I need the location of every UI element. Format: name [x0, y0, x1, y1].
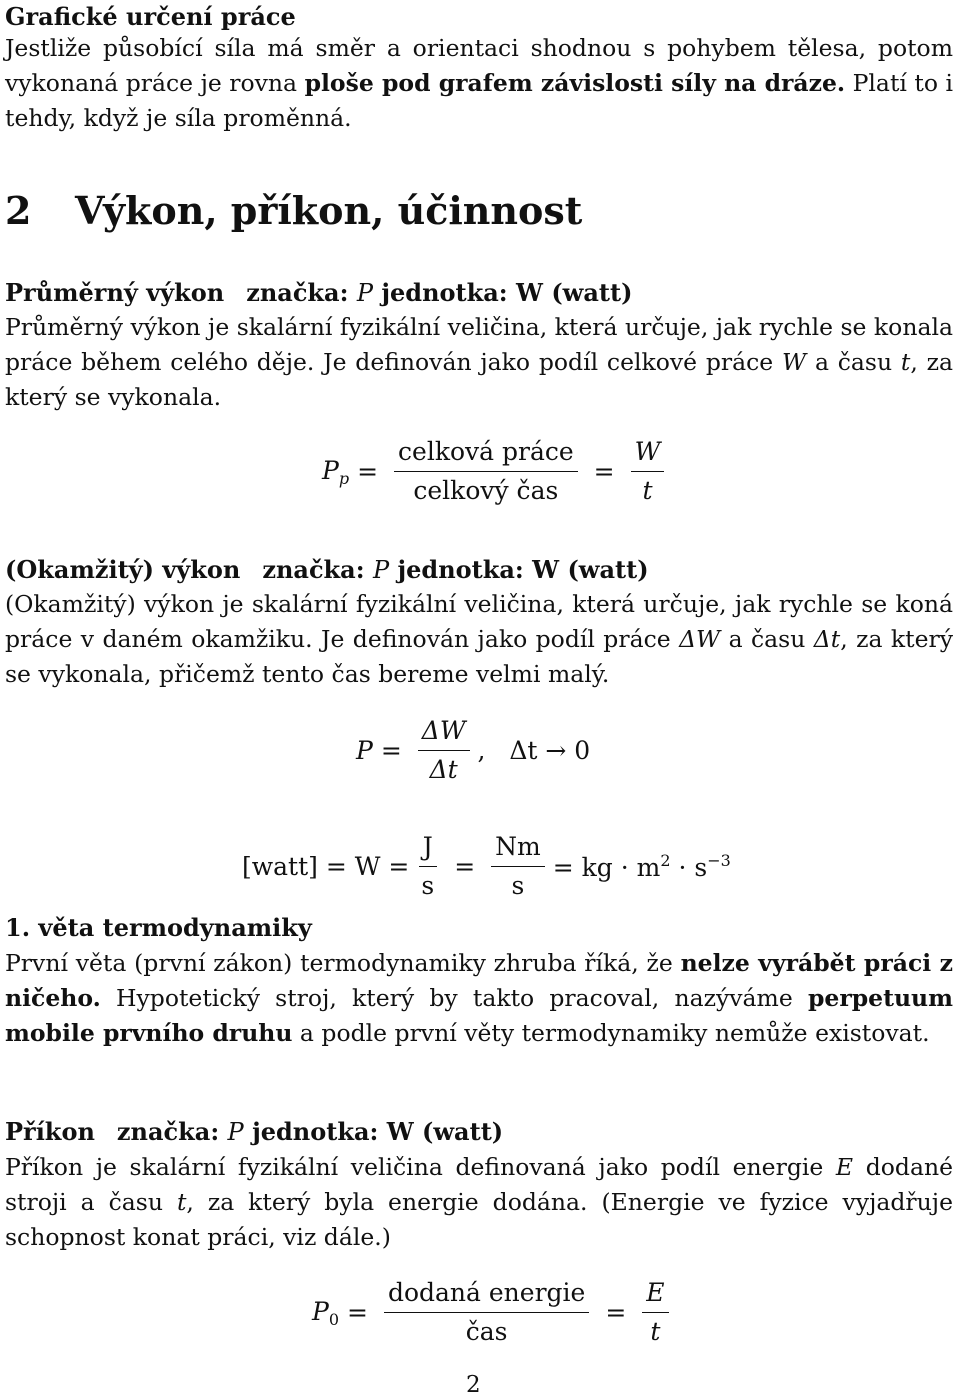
text: Průměrný výkon je skalární fyzikální veličina, která určuje, jak rychle se konala práce během celého děje. Je definován jako podíl celkové práce	[5, 313, 953, 376]
numerator: dodaná energie	[384, 1274, 589, 1313]
heading-symbol-label: značka:	[262, 555, 365, 584]
heading-name: (Okamžitý) výkon	[5, 555, 241, 584]
equals-sign: =	[380, 736, 402, 765]
superscript: −3	[707, 851, 731, 870]
denominator: s	[511, 871, 525, 900]
subscript: p	[338, 468, 350, 488]
fraction	[491, 828, 545, 905]
equals-sign: =	[347, 1298, 368, 1327]
subscript: 0	[328, 1309, 340, 1329]
variable: Δt	[813, 625, 841, 653]
text: Příkon je skalární fyzikální veličina definovaná jako podíl energie	[5, 1153, 836, 1181]
equation-instantaneous-power	[356, 712, 590, 789]
denominator: celkový čas	[413, 476, 559, 505]
denominator: čas	[465, 1317, 508, 1346]
paragraph-average-power	[5, 310, 953, 415]
text: Jestliže působící síla má směr a orientaci shodnou s pohybem tělesa, potom vykonaná práce je rovna	[5, 34, 953, 97]
heading-average-power	[5, 276, 632, 310]
superscript: 2	[660, 851, 671, 870]
fraction	[631, 433, 665, 510]
heading-name: Příkon	[5, 1117, 95, 1146]
fraction	[418, 712, 470, 789]
numerator: W	[631, 433, 665, 472]
numerator: J	[419, 828, 437, 867]
variable: P	[322, 455, 339, 485]
equation-input-power	[312, 1274, 677, 1351]
text: , za který se vykonala.	[5, 348, 953, 411]
heading-symbol: P	[372, 556, 390, 584]
bold-text: perpetuum mobile prvního druhu	[5, 984, 953, 1047]
text: a podle první věty termodynamiky nemůže existovat.	[292, 1019, 930, 1047]
units-rhs	[553, 851, 731, 882]
heading-text: Grafické určení práce	[5, 2, 296, 31]
text: = kg · m	[552, 853, 661, 882]
page-number: 2	[466, 1372, 481, 1398]
heading-instantaneous-power	[5, 553, 649, 587]
section-title-text: Výkon, příkon, účinnost	[75, 188, 583, 233]
eq-lhs	[312, 1297, 339, 1329]
denominator: t	[642, 476, 653, 505]
units-lhs: [watt] = W =	[242, 852, 410, 881]
paragraph-thermodynamics	[5, 946, 953, 1051]
heading-unit: jednotka: W (watt)	[252, 1117, 504, 1146]
heading-thermodynamics	[5, 911, 312, 945]
text: , za který se vykonala, přičemž tento čas bereme velmi malý.	[5, 625, 953, 688]
variable: ΔW	[679, 625, 721, 653]
paragraph-graphic-work	[5, 31, 953, 136]
numerator: celková práce	[394, 433, 578, 472]
section-number: 2	[5, 188, 32, 233]
fraction	[384, 1274, 589, 1351]
text: · s	[670, 853, 708, 882]
denominator: Δt	[429, 755, 458, 784]
variable: P	[312, 1296, 329, 1326]
numerator: Nm	[491, 828, 545, 867]
numerator: E	[642, 1274, 668, 1313]
bold-text: nelze vyrábět práci z ničeho.	[5, 949, 953, 1012]
equals-sign: =	[593, 457, 615, 486]
text: a času	[720, 625, 814, 653]
heading-name: Průměrný výkon	[5, 278, 225, 307]
text: První věta (první zákon) termodynamiky zhruba říká, že	[5, 949, 681, 977]
numerator: ΔW	[418, 712, 470, 751]
equals-sign: =	[357, 457, 379, 486]
fraction	[394, 433, 578, 510]
equation-watt-units	[242, 828, 731, 905]
variable: E	[835, 1153, 854, 1181]
variable: t	[900, 348, 911, 376]
paragraph-instantaneous-power	[5, 587, 953, 692]
section-title	[5, 186, 582, 236]
heading-text: 1. věta termodynamiky	[5, 913, 312, 942]
heading-symbol-label: značka:	[246, 278, 349, 307]
text: dodané stroji a času	[5, 1153, 953, 1216]
text: a času	[806, 348, 901, 376]
denominator: t	[650, 1317, 661, 1346]
eq-lhs	[322, 456, 349, 488]
text: , za který byla energie dodána. (Energie ve fyzice vyjadřuje schopnost konat práci, viz dále.)	[5, 1188, 953, 1251]
heading-input-power	[5, 1115, 503, 1149]
paragraph-input-power	[5, 1150, 953, 1255]
text: (Okamžitý) výkon je skalární fyzikální veličina, která určuje, jak rychle se koná práce v daném okamžiku. Je definován jako podíl práce	[5, 590, 953, 653]
variable: P	[356, 736, 373, 765]
heading-symbol: P	[356, 279, 373, 307]
heading-unit: jednotka: W (watt)	[397, 555, 649, 584]
heading-graphic-work	[5, 0, 296, 34]
variable: W	[782, 348, 807, 376]
text: Platí to i tehdy, když je síla proměnná.	[5, 69, 954, 132]
heading-unit: jednotka: W (watt)	[381, 278, 633, 307]
heading-symbol-label: značka:	[116, 1117, 220, 1146]
equals-sign: =	[605, 1298, 627, 1327]
denominator: s	[421, 871, 435, 900]
limit-condition: , Δt → 0	[477, 736, 591, 765]
fraction	[417, 828, 438, 905]
equation-average-power	[322, 433, 672, 510]
bold-text: ploše pod grafem závislosti síly na dráze.	[304, 69, 846, 97]
variable: t	[176, 1188, 187, 1216]
fraction	[642, 1274, 668, 1351]
equals-sign: =	[454, 852, 476, 881]
text: Hypotetický stroj, který by takto pracoval, nazýváme	[100, 984, 808, 1012]
heading-symbol: P	[227, 1118, 244, 1146]
